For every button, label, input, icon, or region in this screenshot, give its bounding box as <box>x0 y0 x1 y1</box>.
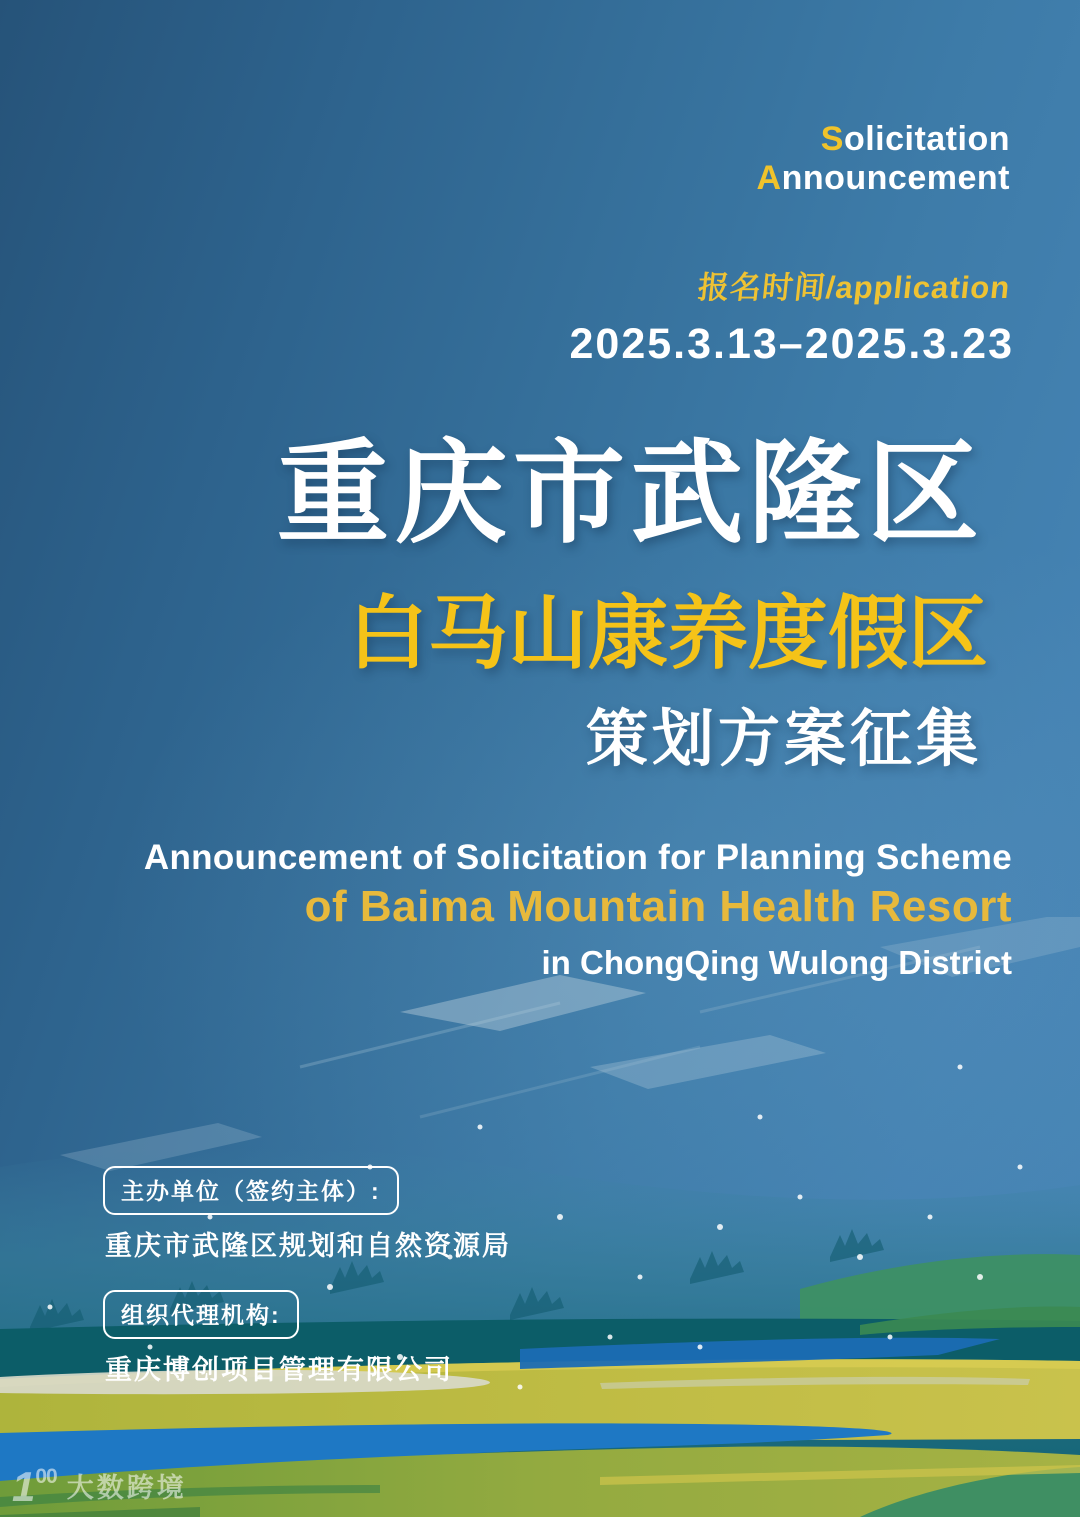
application-date-range: 2025.3.13–2025.3.23 <box>569 320 1014 368</box>
title-district-zh: 重庆市武隆区 <box>277 431 985 556</box>
title-solicitation-zh: 策划方案征集 <box>585 705 982 774</box>
announcement-initial: A <box>756 159 782 197</box>
solicitation-initial: S <box>820 120 844 158</box>
agency-label-box <box>103 1290 299 1339</box>
title-resort-zh: 白马山康养度假区 <box>348 589 988 678</box>
host-label-box <box>103 1166 399 1215</box>
subtitle-en-line1: Announcement of Solicitation for Planning Scheme <box>143 838 1012 877</box>
solicitation-heading <box>757 120 1010 198</box>
agency-label: 组织代理机构: <box>121 1302 281 1328</box>
watermark-text: 大数跨境 <box>66 1473 187 1503</box>
subtitle-en-line3: in ChongQing Wulong District <box>541 944 1012 981</box>
dashukuajing-logo: 100 <box>12 1463 57 1510</box>
organizer-section <box>103 1166 511 1414</box>
application-period-label: 报名时间/application <box>695 270 1012 305</box>
watermark <box>12 1463 187 1510</box>
agency-name: 重庆博创项目管理有限公司 <box>105 1355 453 1385</box>
solicitation-line2: Announcement <box>756 159 1010 197</box>
host-name: 重庆市武隆区规划和自然资源局 <box>105 1231 511 1261</box>
host-label: 主办单位（签约主体）: <box>121 1178 381 1204</box>
subtitle-en-line2: of Baima Mountain Health Resort <box>304 882 1012 931</box>
solicitation-line1: Solicitation <box>820 120 1010 158</box>
